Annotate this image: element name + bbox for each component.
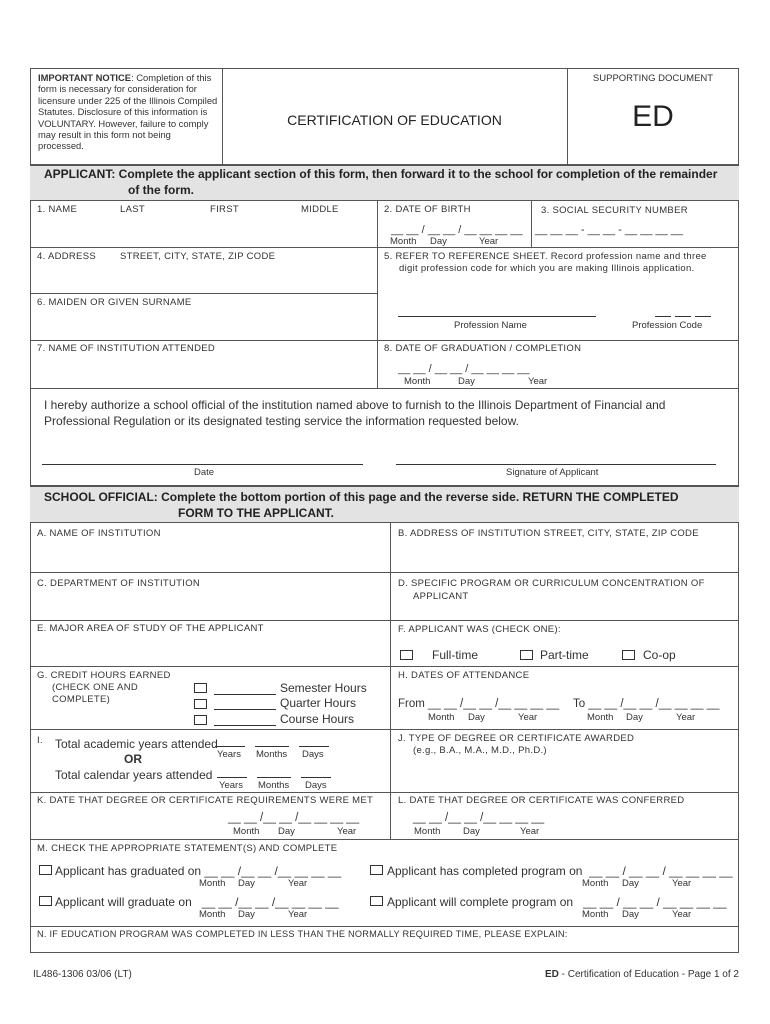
l-year-caption: Year [520, 826, 540, 837]
has-graduated-checkbox[interactable] [39, 865, 52, 875]
graduation-date-field[interactable]: __ __ / __ __ / __ __ __ __ [398, 363, 530, 375]
last-label: LAST [120, 204, 145, 215]
refer-label: 5. REFER TO REFERENCE SHEET. Record profession name and three [384, 251, 707, 262]
course-hours-blank[interactable] [214, 725, 276, 726]
g-label-3: COMPLETE) [52, 694, 111, 705]
academic-days-blank[interactable] [299, 746, 329, 747]
k-month-caption: Month [233, 826, 260, 837]
applicant-instruction-1: APPLICANT: Complete the applicant section of this form, then forward it to the school for completion of the remainder [44, 167, 718, 181]
applicant-instruction-2: of the form. [128, 183, 194, 197]
wc-day-caption: Day [622, 909, 639, 920]
semester-hours-label: Semester Hours [280, 681, 367, 695]
i-label: I. [37, 735, 43, 746]
g-label-1: G. CREDIT HOURS EARNED [37, 670, 171, 681]
c-label: C. DEPARTMENT OF INSTITUTION [37, 578, 201, 589]
from-day-caption: Day [468, 712, 485, 723]
profession-code-line-1[interactable] [655, 316, 671, 317]
academic-years-caption: Years [217, 749, 241, 760]
school-instruction-1: SCHOOL OFFICIAL: Complete the bottom portion of this page and the reverse side. RETURN THE COMPLETED [44, 490, 679, 504]
to-month-caption: Month [587, 712, 614, 723]
address-parts-label: STREET, CITY, STATE, ZIP CODE [120, 251, 276, 262]
school-row-3 [30, 666, 739, 667]
form-number: IL486-1306 03/06 (LT) [33, 969, 132, 980]
school-row-2 [30, 620, 739, 621]
calendar-days-caption: Days [305, 780, 327, 791]
will-complete-field[interactable]: Applicant will complete program on __ __ / __ __ / __ __ __ __ [387, 895, 727, 909]
dob-month-caption: Month [390, 236, 417, 247]
h-label: H. DATES OF ATTENDANCE [398, 670, 530, 681]
important-notice: IMPORTANT NOTICE: Completion of this form is necessary for consideration for licensure under 225 of the Illinois Compiled Statutes. Disclosure of this information is VOLUNTARY. However, failure to comply may result in this form not being processed. [38, 72, 218, 152]
authorization-text-2: Professional Regulation or its designated testing service the information requested below. [44, 414, 519, 428]
semester-hours-blank[interactable] [214, 694, 276, 695]
from-month-caption: Month [428, 712, 455, 723]
wg-month-caption: Month [199, 909, 226, 920]
calendar-years-caption: Years [219, 780, 243, 791]
academic-months-blank[interactable] [255, 746, 289, 747]
signature-caption: Signature of Applicant [506, 467, 599, 478]
graduation-date-label: 8. DATE OF GRADUATION / COMPLETION [384, 343, 582, 354]
profession-code-caption: Profession Code [632, 320, 703, 331]
name-label: 1. NAME [37, 204, 78, 215]
form-code: ED [632, 100, 674, 133]
profession-code-line-3[interactable] [695, 316, 711, 317]
will-graduate-checkbox[interactable] [39, 896, 52, 906]
g-label-2: (CHECK ONE AND [52, 682, 139, 693]
hc-month-caption: Month [582, 878, 609, 889]
calendar-months-blank[interactable] [257, 777, 291, 778]
m-label: M. CHECK THE APPROPRIATE STATEMENT(S) AND COMPLETE [37, 843, 338, 854]
co-op-label: Co-op [643, 648, 676, 662]
applicant-signature-line[interactable] [396, 464, 716, 465]
l-date-field[interactable]: __ __ /__ __ /__ __ __ __ [413, 812, 545, 824]
k-label: K. DATE THAT DEGREE OR CERTIFICATE REQUIREMENTS WERE MET [37, 795, 374, 806]
dob-ssn-divider [531, 201, 532, 247]
or-label: OR [124, 752, 142, 766]
school-instruction-2: FORM TO THE APPLICANT. [178, 506, 334, 520]
total-calendar-label: Total calendar years attended [55, 768, 213, 782]
n-label: N. IF EDUCATION PROGRAM WAS COMPLETED IN LESS THAN THE NORMALLY REQUIRED TIME, PLEASE EXPLAIN: [37, 929, 568, 939]
dob-field[interactable]: __ __ / __ __ / __ __ __ __ [391, 224, 523, 236]
wc-year-caption: Year [672, 909, 692, 920]
has-graduated-field[interactable]: Applicant has graduated on __ __ /__ __ /__ __ __ __ [55, 864, 342, 878]
grad-month-caption: Month [404, 376, 431, 387]
quarter-hours-checkbox[interactable] [194, 699, 207, 709]
from-year-caption: Year [518, 712, 538, 723]
dob-year-caption: Year [479, 236, 499, 247]
academic-years-blank[interactable] [215, 746, 245, 747]
will-graduate-field[interactable]: Applicant will graduate on __ __ /__ __ /__ __ __ __ [55, 895, 339, 909]
school-row-6 [30, 839, 739, 840]
quarter-hours-label: Quarter Hours [280, 696, 357, 710]
quarter-hours-blank[interactable] [214, 709, 276, 710]
full-time-checkbox[interactable] [400, 650, 413, 660]
ssn-label: 3. SOCIAL SECURITY NUMBER [541, 205, 688, 216]
form-title: CERTIFICATION OF EDUCATION [287, 112, 502, 128]
academic-months-caption: Months [256, 749, 288, 760]
dob-day-caption: Day [430, 236, 447, 247]
institution-attended-label: 7. NAME OF INSTITUTION ATTENDED [37, 343, 216, 354]
course-hours-checkbox[interactable] [194, 715, 207, 725]
will-complete-checkbox[interactable] [370, 896, 383, 906]
row-divider-4 [30, 388, 739, 389]
row-divider-2 [30, 293, 377, 294]
from-field[interactable]: From __ __ /__ __ /__ __ __ __ [398, 698, 560, 710]
authorization-text-1: I hereby authorize a school official of the institution named above to furnish to the Illinois Department of Financial and [44, 398, 666, 412]
to-year-caption: Year [676, 712, 696, 723]
calendar-years-blank[interactable] [217, 777, 247, 778]
supporting-document-label: SUPPORTING DOCUMENT [592, 73, 714, 84]
hg-year-caption: Year [288, 878, 308, 889]
course-hours-label: Course Hours [280, 712, 355, 726]
row-divider-3 [30, 340, 739, 341]
maiden-label: 6. MAIDEN OR GIVEN SURNAME [37, 297, 192, 308]
first-label: FIRST [210, 204, 239, 215]
school-row-4b [30, 729, 390, 730]
wg-year-caption: Year [288, 909, 308, 920]
wg-day-caption: Day [238, 909, 255, 920]
d-label-1: D. SPECIFIC PROGRAM OR CURRICULUM CONCENTRATION OF [398, 578, 705, 589]
school-col-divider-1 [390, 523, 391, 666]
semester-hours-checkbox[interactable] [194, 683, 207, 693]
row-divider-1 [30, 247, 739, 248]
calendar-days-blank[interactable] [301, 777, 331, 778]
school-row-7 [30, 926, 739, 927]
page-footer: ED - Certification of Education - Page 1 of 2 [544, 969, 739, 980]
b-label: B. ADDRESS OF INSTITUTION STREET, CITY, STATE, ZIP CODE [398, 528, 699, 539]
j-example: (e.g., B.A., M.A., M.D., Ph.D.) [413, 745, 547, 756]
grad-year-caption: Year [528, 376, 548, 387]
address-label: 4. ADDRESS [37, 251, 96, 262]
profession-code-line-2[interactable] [675, 316, 691, 317]
date-caption: Date [194, 467, 215, 478]
hg-month-caption: Month [199, 878, 226, 889]
j-label: J. TYPE OF DEGREE OR CERTIFICATE AWARDED [398, 733, 635, 744]
school-row-5 [30, 792, 739, 793]
ssn-field[interactable]: __ __ __ - __ __ - __ __ __ __ [535, 224, 684, 236]
part-time-checkbox[interactable] [520, 650, 533, 660]
a-label: A. NAME OF INSTITUTION [37, 528, 161, 539]
k-year-caption: Year [337, 826, 357, 837]
dob-label: 2. DATE OF BIRTH [384, 204, 471, 215]
profession-name-caption: Profession Name [454, 320, 527, 331]
has-completed-field[interactable]: Applicant has completed program on __ __ / __ __ / __ __ __ __ [387, 864, 733, 878]
date-signature-line[interactable] [42, 464, 363, 465]
hc-year-caption: Year [672, 878, 692, 889]
hg-day-caption: Day [238, 878, 255, 889]
to-day-caption: Day [626, 712, 643, 723]
profession-name-line[interactable] [398, 316, 596, 317]
to-field[interactable]: To __ __ /__ __ /__ __ __ __ [573, 698, 720, 710]
hc-day-caption: Day [622, 878, 639, 889]
grad-day-caption: Day [458, 376, 475, 387]
k-day-caption: Day [278, 826, 295, 837]
l-month-caption: Month [414, 826, 441, 837]
total-academic-label: Total academic years attended [55, 737, 218, 751]
has-completed-checkbox[interactable] [370, 865, 383, 875]
calendar-months-caption: Months [258, 780, 290, 791]
academic-days-caption: Days [302, 749, 324, 760]
k-date-field[interactable]: __ __ /__ __ /__ __ __ __ [228, 812, 360, 824]
d-label-2: APPLICANT [413, 591, 469, 602]
wc-month-caption: Month [582, 909, 609, 920]
school-row-1 [30, 572, 739, 573]
school-col-divider-2 [390, 666, 391, 839]
e-label: E. MAJOR AREA OF STUDY OF THE APPLICANT [37, 623, 264, 634]
full-time-label: Full-time [432, 648, 479, 662]
co-op-checkbox[interactable] [622, 650, 635, 660]
refer-text-2: digit profession code for which you are making Illinois application. [399, 263, 695, 274]
middle-label: MIDDLE [301, 204, 339, 215]
school-row-4 [390, 729, 739, 730]
l-label: L. DATE THAT DEGREE OR CERTIFICATE WAS CONFERRED [398, 795, 685, 806]
part-time-label: Part-time [540, 648, 589, 662]
applicant-col-divider [377, 201, 378, 388]
l-day-caption: Day [463, 826, 480, 837]
f-label: F. APPLICANT WAS (CHECK ONE): [398, 624, 561, 635]
